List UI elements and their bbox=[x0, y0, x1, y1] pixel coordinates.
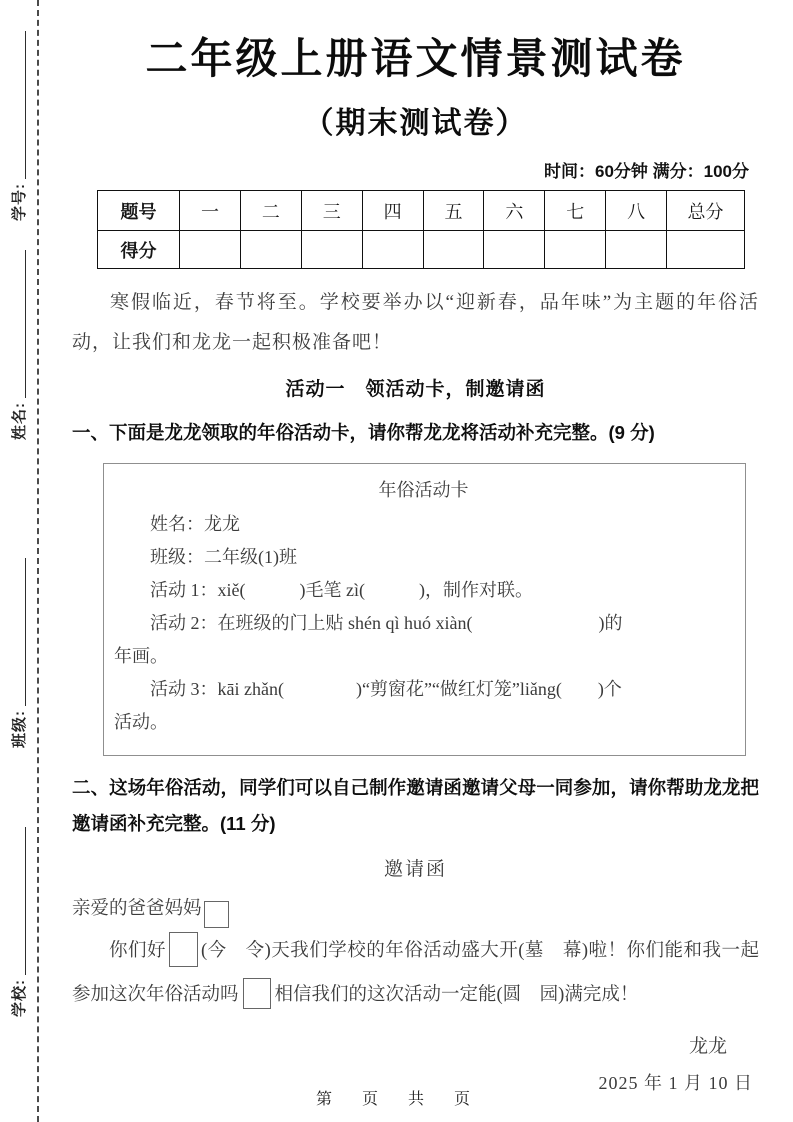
question-one: 一、下面是龙龙领取的年俗活动卡，请你帮龙龙将活动补充完整。(9 分) bbox=[72, 422, 655, 443]
class-label: 班级: bbox=[11, 710, 28, 748]
test-paper bbox=[40, 0, 793, 1095]
sidebar-field-class bbox=[8, 556, 30, 748]
page-title: 二年级上册语文情景测试卷 bbox=[145, 35, 686, 82]
invitation-body-part1: 你们好 bbox=[109, 941, 166, 961]
card-class-line: 班级：二年级(1)班 bbox=[150, 547, 297, 567]
score-cell-3[interactable] bbox=[301, 231, 362, 269]
punctuation-answer-box-3[interactable] bbox=[243, 978, 271, 1009]
col-header-5: 五 bbox=[423, 191, 484, 231]
col-header-1: 一 bbox=[180, 191, 241, 231]
school-blank-line[interactable] bbox=[25, 827, 26, 975]
sidebar-field-school bbox=[8, 825, 30, 1017]
col-header-6: 六 bbox=[484, 191, 545, 231]
intro-paragraph: 寒假临近，春节将至。学校要举办以“迎新春，品年味”为主题的年俗活动，让我们和龙龙一起积极准备吧！ bbox=[72, 292, 759, 353]
activity-card bbox=[103, 463, 746, 756]
score-cell-7[interactable] bbox=[545, 231, 606, 269]
invitation-salutation-text: 亲爱的爸爸妈妈 bbox=[72, 899, 202, 919]
invitation-signature: 龙龙 bbox=[688, 1036, 727, 1057]
question-number-header: 题号 bbox=[98, 191, 180, 231]
invitation-body-part3: 相信我们的这次活动一定能(圆 园)满完成！ bbox=[274, 985, 639, 1005]
school-label: 学校: bbox=[11, 979, 28, 1017]
col-header-total: 总分 bbox=[667, 191, 745, 231]
score-cell-4[interactable] bbox=[362, 231, 423, 269]
score-table bbox=[97, 190, 745, 269]
student-id-blank-line[interactable] bbox=[25, 31, 26, 179]
score-cell-total[interactable] bbox=[667, 231, 745, 269]
time-score-meta: 时间：60分钟 满分：100分 bbox=[544, 162, 749, 181]
score-row-header: 得分 bbox=[98, 231, 180, 269]
student-name-label: 姓名: bbox=[11, 402, 28, 440]
card-activity-2-line-2: 年画。 bbox=[114, 646, 168, 666]
sidebar-field-student-id bbox=[8, 29, 30, 221]
card-activity-3-line-2: 活动。 bbox=[114, 712, 168, 732]
punctuation-answer-box-2[interactable] bbox=[169, 932, 198, 967]
invitation-title: 邀请函 bbox=[383, 859, 447, 880]
score-table-score-row bbox=[98, 231, 745, 269]
score-cell-1[interactable] bbox=[180, 231, 241, 269]
activity-card-title: 年俗活动卡 bbox=[378, 480, 469, 500]
invitation-date: 2025 年 1 月 10 日 bbox=[598, 1073, 753, 1093]
col-header-7: 七 bbox=[545, 191, 606, 231]
student-name-blank-line[interactable] bbox=[25, 250, 26, 398]
col-header-2: 二 bbox=[240, 191, 301, 231]
col-header-8: 八 bbox=[606, 191, 667, 231]
invitation-body-part2: (今 令)天我们学校的年俗活动盛大开(墓 幕)啦！你们能和我一起参加这次年俗活动吗 bbox=[72, 941, 759, 1005]
card-activity-2-line-1[interactable]: 活动 2：在班级的门上贴 shén qì huó xiàn( )的 bbox=[150, 613, 623, 633]
score-cell-8[interactable] bbox=[606, 231, 667, 269]
page-subtitle: （期末测试卷） bbox=[303, 107, 528, 140]
activity-one-heading: 活动一 领活动卡，制邀请函 bbox=[285, 379, 546, 400]
question-two: 二、这场年俗活动，同学们可以自己制作邀请函邀请父母一同参加，请你帮助龙龙把邀请函补充完整。(11 分) bbox=[72, 777, 759, 834]
seal-line-margin bbox=[0, 0, 39, 1122]
invitation-salutation-line bbox=[72, 889, 759, 929]
score-cell-2[interactable] bbox=[240, 231, 301, 269]
card-name-line: 姓名：龙龙 bbox=[150, 514, 240, 534]
sidebar-field-student-name bbox=[8, 248, 30, 440]
page-footer: 第 页 共 页 bbox=[315, 1091, 477, 1108]
punctuation-answer-box-1[interactable] bbox=[204, 901, 229, 928]
card-activity-1-line[interactable]: 活动 1：xiě( )毛笔 zì( )，制作对联。 bbox=[150, 580, 533, 600]
class-blank-line[interactable] bbox=[25, 558, 26, 706]
score-cell-5[interactable] bbox=[423, 231, 484, 269]
score-table-header-row bbox=[98, 191, 745, 231]
student-id-label: 学号: bbox=[11, 183, 28, 221]
invitation-body bbox=[72, 929, 759, 1017]
score-cell-6[interactable] bbox=[484, 231, 545, 269]
card-activity-3-line-1[interactable]: 活动 3：kāi zhǎn( )“剪窗花”“做红灯笼”liǎng( )个 bbox=[150, 679, 622, 699]
col-header-3: 三 bbox=[301, 191, 362, 231]
col-header-4: 四 bbox=[362, 191, 423, 231]
